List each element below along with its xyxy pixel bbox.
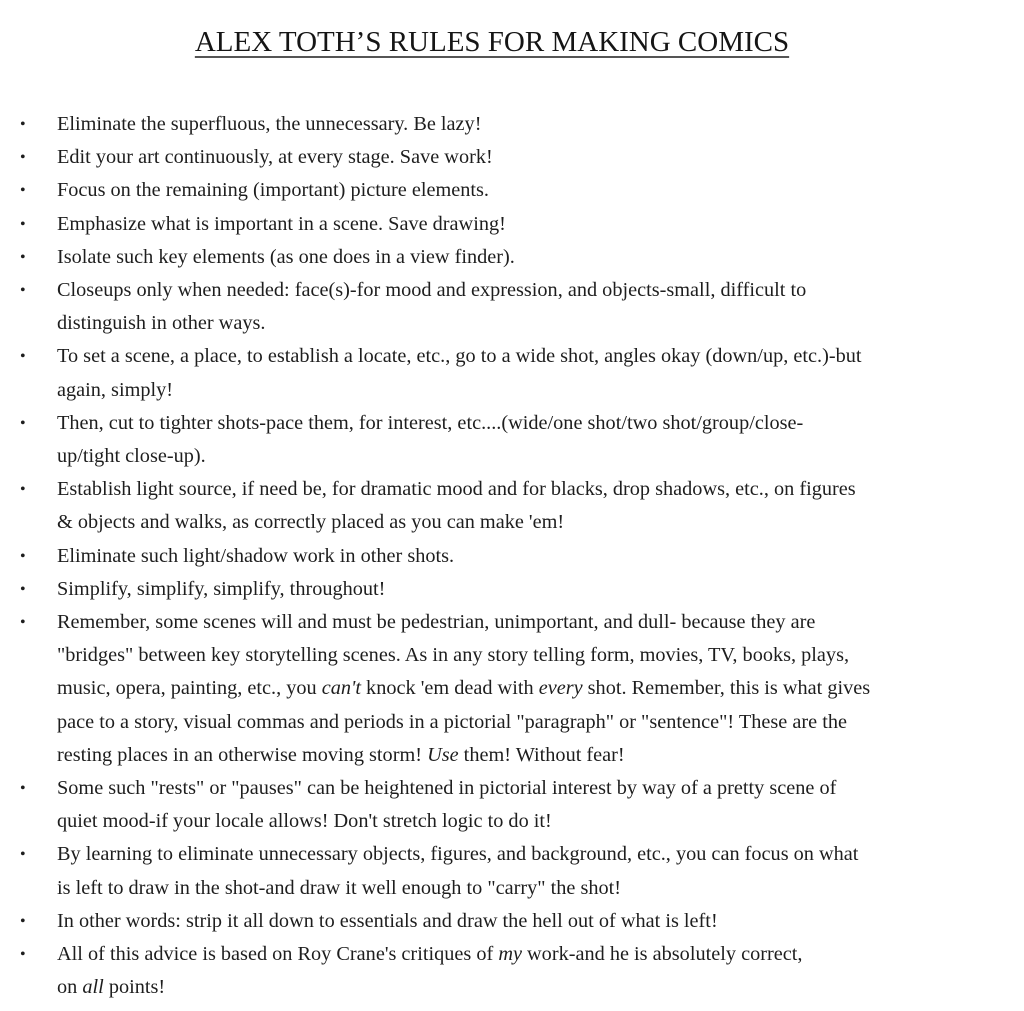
rule-text: Focus on the remaining (important) picture elements. [57,179,489,202]
bullet-icon: • [20,946,26,964]
rule-text: Some such "rests" or "pauses" can be heightened in pictorial interest by way of a pretty scene of [57,777,837,800]
rule-text-line [57,141,1020,174]
bullet-icon: • [20,481,26,499]
rule-text: pace to a story, visual commas and periods in a pictorial "paragraph" or "sentence"! These are the [57,710,847,733]
rule-text: In other words: strip it all down to essentials and draw the hell out of what is left! [57,909,718,932]
rule-text-line [57,838,1020,871]
page-title: ALEX TOTH’S RULES FOR MAKING COMICS [194,26,790,58]
rule-text: Simplify, simplify, simplify, throughout! [57,577,386,600]
bullet-icon: • [20,282,26,300]
rule-item [0,274,1020,340]
rule-text: is left to draw in the shot-and draw it well enough to "carry" the shot! [57,876,622,899]
rule-text-line [57,274,1020,307]
rule-text: Eliminate the superfluous, the unnecessary. Be lazy! [57,113,482,135]
rule-text-line [57,307,1020,340]
bullet-icon: • [20,248,26,266]
rule-text: work-and he is absolutely correct, [521,943,803,966]
rule-text: To set a scene, a place, to establish a locate, etc., go to a wide shot, angles okay (down/up, etc.)-but [57,345,862,368]
rule-text: quiet mood-if your locale allows! Don't stretch logic to do it! [57,810,552,833]
rule-text-line [57,905,1020,938]
rule-text-line [57,672,1020,705]
rule-text: up/tight close-up). [57,445,206,468]
rule-emphasis: my [498,943,522,966]
rule-item [0,540,1020,573]
bullet-icon: • [20,846,26,864]
rule-text: "bridges" between key storytelling scenes. As in any story telling form, movies, TV, books, plays, [57,644,850,667]
rule-item [0,174,1020,207]
rule-text-line [57,340,1020,373]
rule-text: All of this advice is based on Roy Crane's critiques of [57,943,499,966]
bullet-icon: • [20,547,26,565]
rule-text: Eliminate such light/shadow work in other shots. [57,544,455,567]
bullet-icon: • [20,348,26,366]
rule-emphasis: Use [427,743,459,766]
rule-text: Closeups only when needed: face(s)-for mood and expression, and objects-small, difficult to [57,279,807,302]
bullet-icon: • [20,215,26,233]
rule-text-line [57,407,1020,440]
rule-text-line [57,739,1020,772]
rule-text-line [57,174,1020,207]
rule-text: resting places in an otherwise moving storm! [57,743,428,766]
rule-text: distinguish in other ways. [57,312,266,335]
rule-item [0,838,1020,904]
rule-item [0,407,1020,473]
rule-item [0,772,1020,838]
bullet-icon: • [20,912,26,930]
rule-item [0,938,1020,1004]
rule-text-line [57,540,1020,573]
rule-item [0,573,1020,606]
rule-text-line [57,108,1020,141]
rule-text-line [57,938,1020,971]
rule-item [0,208,1020,241]
rule-text: Edit your art continuously, at every stage. Save work! [57,146,493,169]
rule-text: them! Without fear! [458,743,625,766]
rule-item [0,340,1020,406]
rule-item [0,905,1020,938]
bullet-icon: • [20,614,26,632]
rule-item [0,241,1020,274]
rule-text: & objects and walks, as correctly placed as you can make 'em! [57,511,565,534]
rule-item [0,108,1020,141]
bullet-icon: • [20,580,26,598]
rule-text-line [57,573,1020,606]
rule-text: Remember, some scenes will and must be pedestrian, unimportant, and dull- because they are [57,611,816,634]
rule-text-line [57,805,1020,838]
rule-text: Isolate such key elements (as one does in a view finder). [57,245,515,268]
rule-emphasis: can't [321,677,361,700]
bullet-icon: • [20,780,26,798]
rule-text: points! [103,976,166,999]
rule-text-line [57,706,1020,739]
bullet-icon: • [20,116,26,133]
rule-text: Emphasize what is important in a scene. Save drawing! [57,212,506,235]
rule-text-line [57,208,1020,241]
bullet-icon: • [20,182,26,200]
bullet-icon: • [20,149,26,167]
rule-item [0,606,1020,772]
rule-emphasis: every [538,677,583,700]
rule-item [0,473,1020,539]
rule-text: shot. Remember, this is what gives [582,677,871,700]
rule-text-line [57,971,1020,1004]
rule-text: music, opera, painting, etc., you [57,677,322,700]
rule-text-line [57,473,1020,506]
rule-text-line [57,872,1020,905]
bullet-icon: • [20,414,26,432]
rule-text-line [57,606,1020,639]
rule-text: Then, cut to tighter shots-pace them, for interest, etc....(wide/one shot/two shot/group/close- [57,411,804,434]
rule-text-line [57,440,1020,473]
rule-text-line [57,374,1020,407]
rule-text: Establish light source, if need be, for dramatic mood and for blacks, drop shadows, etc., on figures [57,478,856,501]
rule-text-line [57,639,1020,672]
rule-emphasis: all [82,976,104,999]
rule-text: on [57,976,83,999]
rule-text-line [57,241,1020,274]
rule-text: knock 'em dead with [360,677,539,700]
rule-item [0,141,1020,174]
rule-text: again, simply! [57,378,174,401]
rules-list [0,108,1020,1004]
rule-text: By learning to eliminate unnecessary objects, figures, and background, etc., you can focus on what [57,843,859,866]
rule-text-line [57,506,1020,539]
rule-text-line [57,772,1020,805]
